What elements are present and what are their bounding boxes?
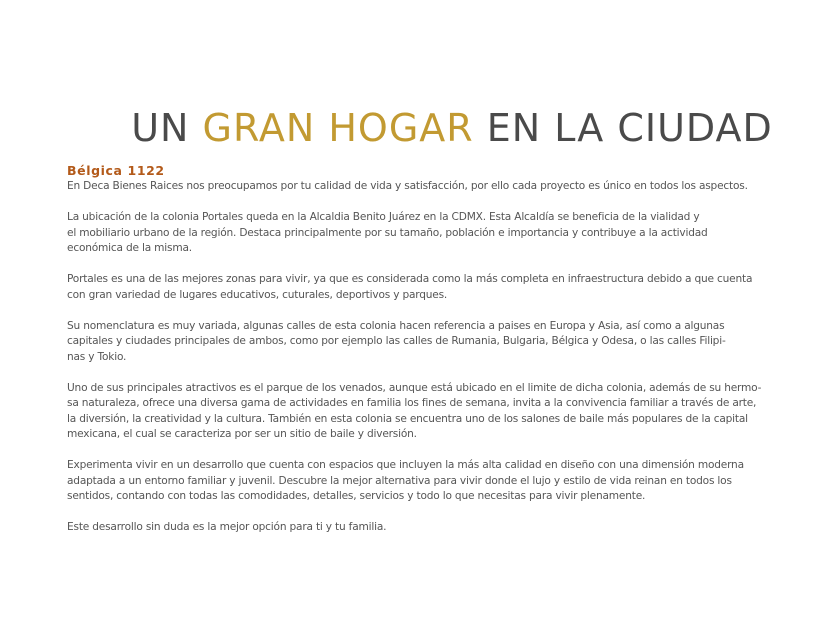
text-line: capitales y ciudades principales de ambos, como por ejemplo las calles de Rumania, Bulgaria, Bélgica y Odesa, o las calles Filipi-	[67, 335, 726, 347]
text-line: sentidos, contando con todas las comodidades, detalles, servicios y todo lo que necesitas para vivir plenamente.	[67, 490, 646, 502]
text-line: el mobiliario urbano de la región. Destaca principalmente por su tamaño, población e importancia y contribuye a la actividad	[67, 226, 708, 239]
text-line: Portales es una de las mejores zonas para vivir, ya que es considerada como la más completa en infraestructura debido a que cuenta	[67, 273, 753, 285]
text-line: nas y Tokio.	[67, 350, 127, 363]
text-line: Su nomenclatura es muy variada, algunas calles de esta colonia hacen referencia a paises en Europa y Asia, así como a algunas	[67, 319, 725, 332]
paragraph-portales	[67, 272, 840, 303]
text-line: la diversión, la creatividad y la cultura. También en esta colonia se encuentra uno de los salones de baile más populares de la capital	[67, 412, 748, 425]
section-subtitle: Bélgica 1122	[67, 163, 165, 178]
paragraph-closing	[67, 520, 840, 536]
paragraph-location	[67, 210, 840, 257]
body-content	[67, 163, 840, 551]
paragraph-nomenclatura	[67, 319, 840, 366]
text-line: adaptada a un entorno familiar y juvenil. Descubre la mejor alternativa para vivir donde el lujo y estilo de vida reinan en todos los	[67, 474, 732, 487]
text-line: sa naturaleza, ofrece una diversa gama de actividades en familia los fines de semana, invita a la convivencia familiar a través de arte,	[67, 397, 757, 409]
text-line: Uno de sus principales atractivos es el parque de los venados, aunque está ubicado en el limite de dicha colonia, además de su hermo-	[67, 381, 762, 394]
page-title	[0, 103, 840, 153]
text-line: económica de la misma.	[67, 242, 192, 254]
title-part-1: UN	[131, 106, 203, 151]
text-line: mexicana, el cual se caracteriza por ser un sitio de baile y diversión.	[67, 428, 417, 440]
text-line: Este desarrollo sin duda es la mejor opción para ti y tu familia.	[67, 521, 387, 533]
paragraph-experimenta	[67, 458, 840, 505]
paragraph-intro	[67, 179, 840, 195]
title-accent: GRAN HOGAR	[202, 106, 474, 151]
text-line: La ubicación de la colonia Portales queda en la Alcaldia Benito Juárez en la CDMX. Esta Alcaldía se beneficia de la vialidad y	[67, 211, 700, 223]
text-line: En Deca Bienes Raices nos preocupamos por tu calidad de vida y satisfacción, por ello cada proyecto es único en todos los aspectos.	[67, 180, 748, 192]
title-part-2: EN LA CIUDAD	[473, 106, 773, 151]
text-line: con gran variedad de lugares educativos, cuturales, deportivos y parques.	[67, 288, 448, 301]
paragraph-parque	[67, 381, 840, 443]
text-line: Experimenta vivir en un desarrollo que cuenta con espacios que incluyen la más alta calidad en diseño con una dimensión moderna	[67, 459, 744, 471]
